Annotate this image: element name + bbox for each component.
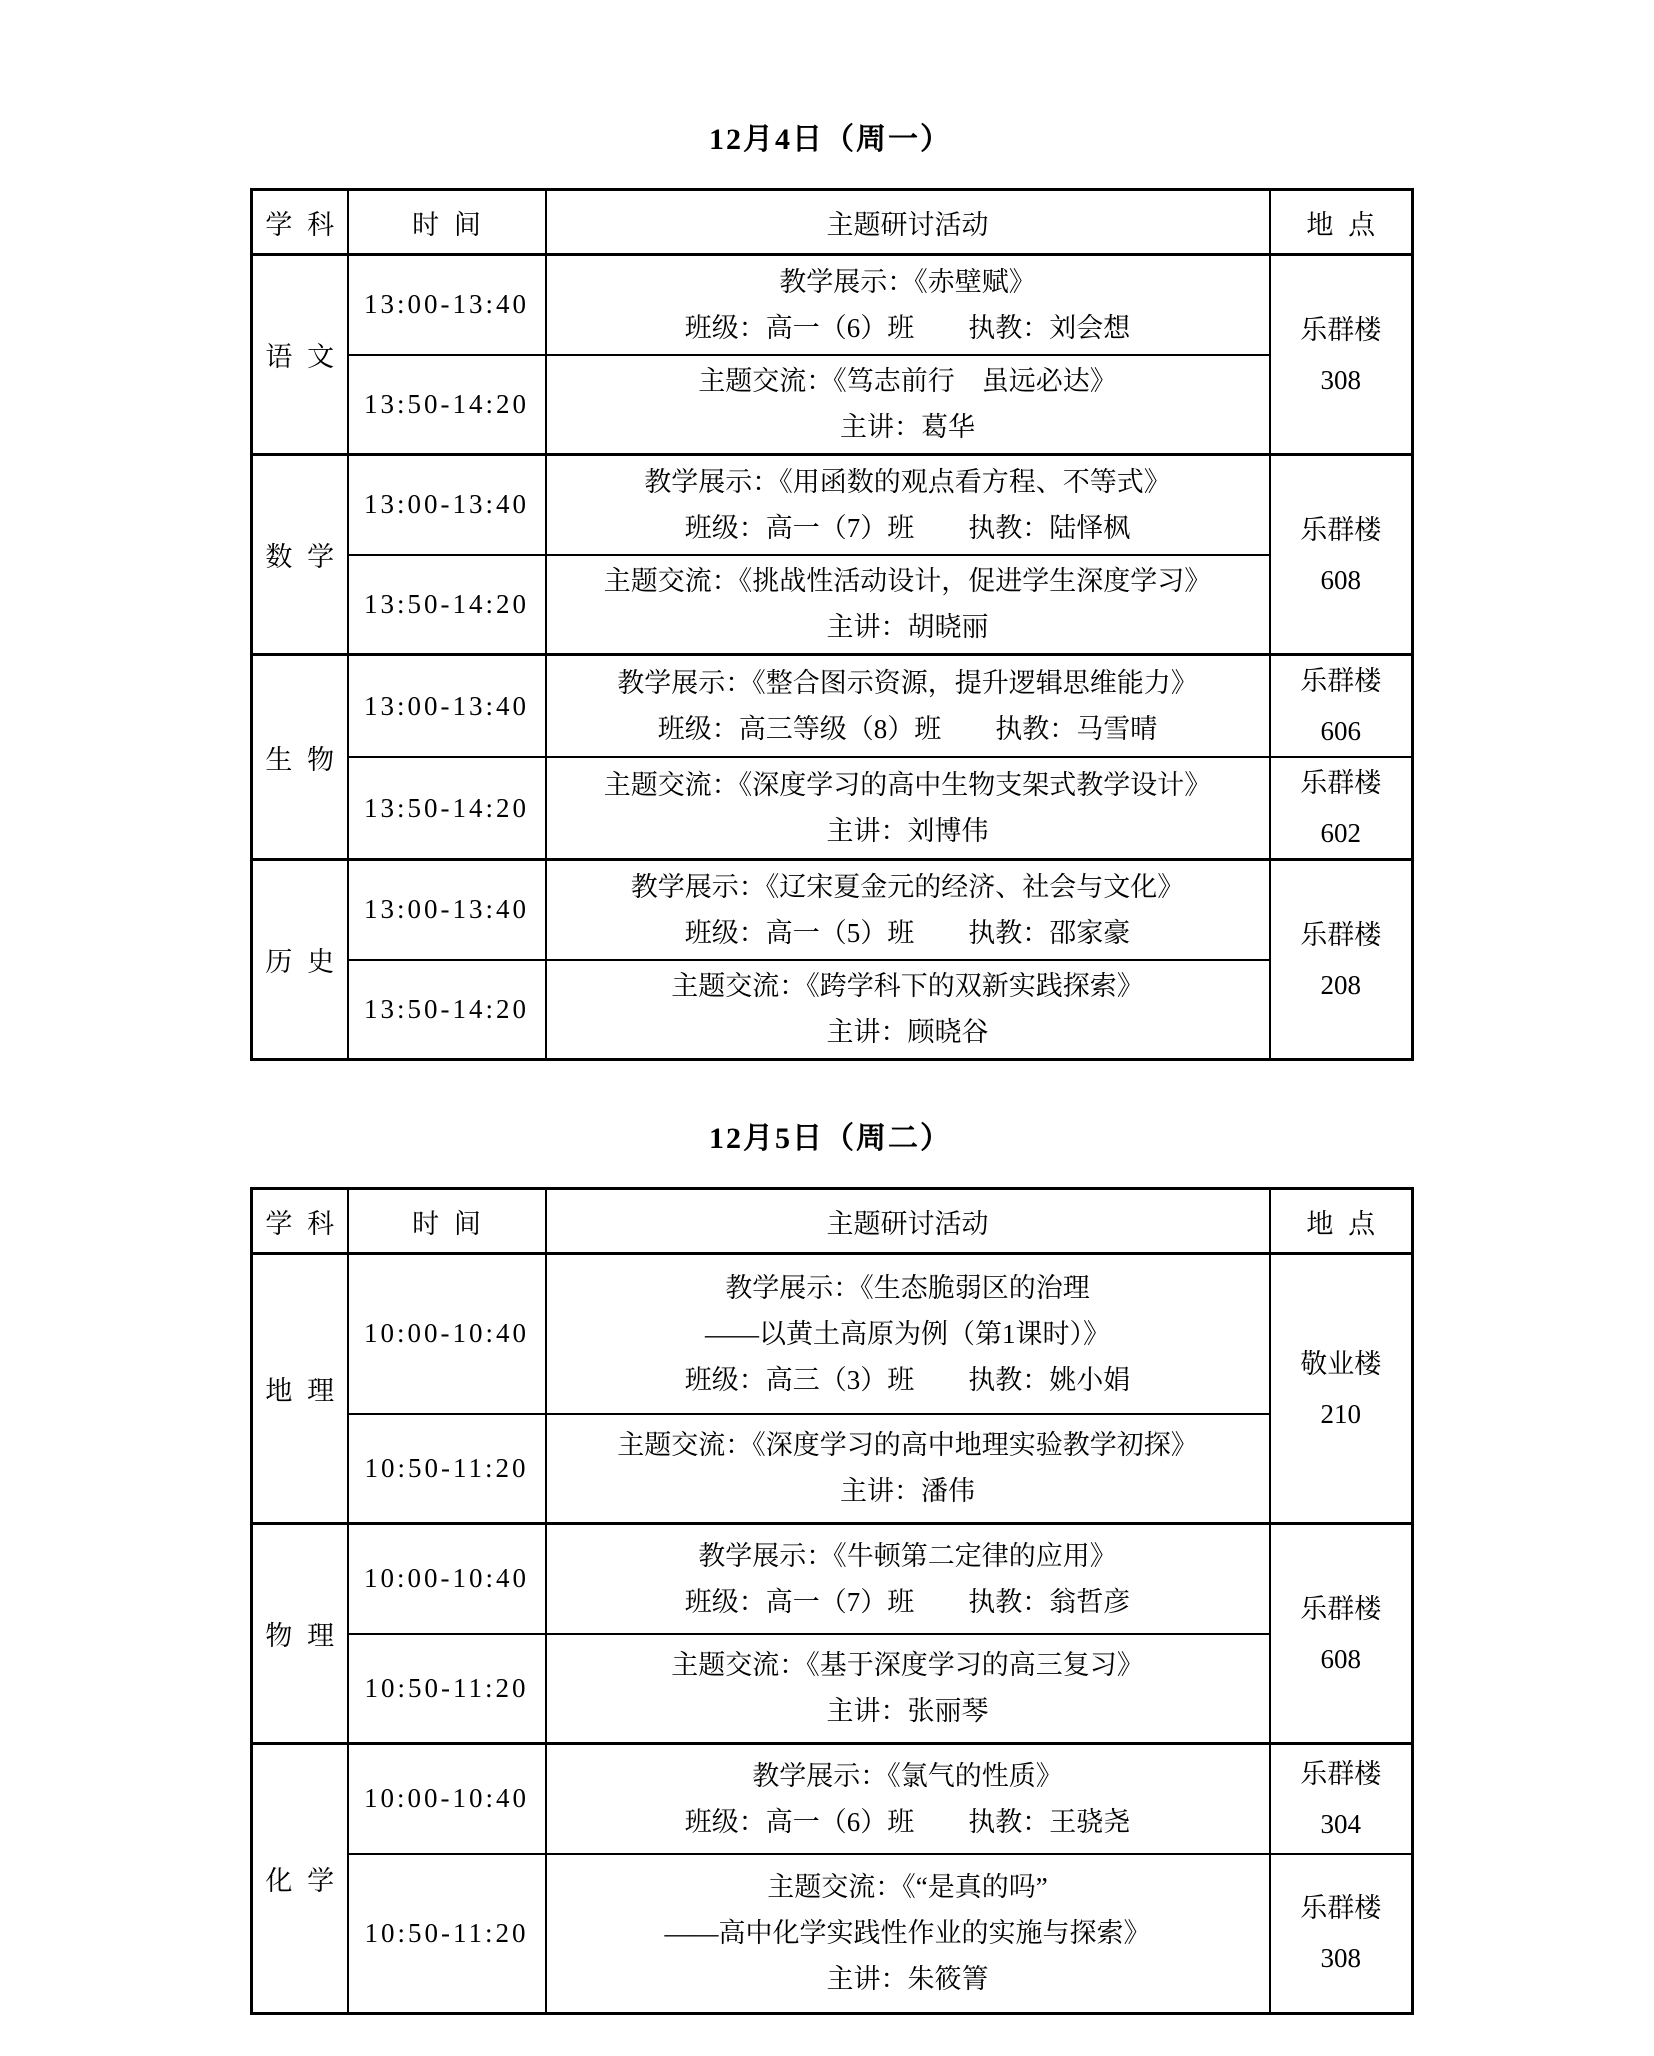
subject-cell xyxy=(252,255,348,455)
activity-line: 教学展示：《赤壁赋》 xyxy=(779,266,1036,297)
schedule-row xyxy=(252,860,1413,960)
location-cell xyxy=(1270,1254,1413,1524)
activity-line: ——高中化学实践性作业的实施与探索》 xyxy=(664,1918,1151,1949)
activity-line: 教学展示：《整合图示资源，提升逻辑思维能力》 xyxy=(617,668,1198,698)
schedule-row xyxy=(252,757,1413,860)
schedule-row xyxy=(252,455,1413,555)
table-title: 12月5日（周二） xyxy=(709,1122,952,1155)
schedule-row xyxy=(252,1744,1413,1854)
activity-line: 班级：高三（3）班 执教：姚小娟 xyxy=(684,1364,1131,1395)
time-cell: 13:50-14:20 xyxy=(348,960,546,1060)
time-header xyxy=(348,1189,546,1254)
schedule-table xyxy=(250,1187,1414,2015)
header-row xyxy=(252,1189,1413,1254)
activity-line: 主题交流：《挑战性活动设计，促进学生深度学习》 xyxy=(603,566,1212,597)
activity-header-label: 主题研讨活动 xyxy=(826,209,989,240)
activity-line: 主讲：张丽琴 xyxy=(826,1696,989,1727)
location-header xyxy=(1270,1189,1413,1254)
header-row xyxy=(252,190,1413,255)
location-line: 乐群楼 xyxy=(1300,1593,1382,1624)
subject-cell xyxy=(252,455,348,655)
location-line: 敬业楼 xyxy=(1300,1348,1382,1379)
location-line: 606 xyxy=(1320,716,1361,746)
activity-cell xyxy=(546,1854,1270,2014)
activity-cell xyxy=(546,1414,1270,1524)
activity-line: 主题交流：《笃志前行 虽远必达》 xyxy=(698,366,1117,397)
activity-line: 主讲：刘博伟 xyxy=(826,816,989,846)
location-line: 210 xyxy=(1320,1398,1361,1429)
time-cell: 13:00-13:40 xyxy=(348,455,546,555)
activity-cell xyxy=(546,455,1270,555)
activity-cell xyxy=(546,355,1270,455)
location-cell xyxy=(1270,860,1413,1060)
subject-label: 物理 xyxy=(265,1621,350,1651)
subject-cell xyxy=(252,1254,348,1524)
activity-line: 班级：高一（7）班 执教：陆怿枫 xyxy=(684,512,1131,543)
subject-header-label: 学科 xyxy=(265,1208,350,1239)
schedule-section xyxy=(0,1117,1654,2015)
activity-cell xyxy=(546,655,1270,758)
activity-line: 主题交流：《深度学习的高中生物支架式教学设计》 xyxy=(603,770,1212,800)
time-header-label: 时间 xyxy=(412,209,496,240)
time-cell: 10:50-11:20 xyxy=(348,1634,546,1744)
location-cell xyxy=(1270,655,1413,758)
time-cell: 13:00-13:40 xyxy=(348,655,546,758)
subject-cell xyxy=(252,1744,348,2014)
activity-cell xyxy=(546,255,1270,355)
location-header-label: 地点 xyxy=(1306,209,1391,240)
activity-line: 班级：高一（7）班 执教：翁哲彦 xyxy=(684,1586,1131,1617)
location-header-label: 地点 xyxy=(1306,1208,1391,1239)
time-cell: 10:50-11:20 xyxy=(348,1414,546,1524)
location-line: 602 xyxy=(1320,818,1361,848)
activity-line: 主讲：胡晓丽 xyxy=(826,612,989,643)
location-line: 乐群楼 xyxy=(1300,314,1382,345)
subject-header xyxy=(252,190,348,255)
subject-cell xyxy=(252,860,348,1060)
table-title: 12月4日（周一） xyxy=(709,123,952,156)
time-header xyxy=(348,190,546,255)
location-line: 308 xyxy=(1320,364,1361,395)
schedule-row xyxy=(252,1634,1413,1744)
time-cell: 13:50-14:20 xyxy=(348,757,546,860)
subject-label: 数学 xyxy=(265,542,350,572)
location-line: 乐群楼 xyxy=(1300,1758,1382,1789)
activity-line: 主题交流：《基于深度学习的高三复习》 xyxy=(671,1650,1144,1681)
location-line: 乐群楼 xyxy=(1300,666,1382,696)
time-cell: 10:00-10:40 xyxy=(348,1254,546,1414)
time-cell: 10:50-11:20 xyxy=(348,1854,546,2014)
subject-label: 生物 xyxy=(265,744,350,775)
activity-line: 教学展示：《用函数的观点看方程、不等式》 xyxy=(644,466,1171,497)
schedule-row xyxy=(252,255,1413,355)
subject-label: 地理 xyxy=(265,1376,350,1406)
schedule-row xyxy=(252,1254,1413,1414)
activity-line: 教学展示：《氯气的性质》 xyxy=(752,1760,1063,1791)
schedule-section xyxy=(0,118,1654,1061)
activity-line: 班级：高三等级（8）班 执教：马雪晴 xyxy=(657,714,1158,744)
activity-line: 主题交流：《“是真的吗” xyxy=(767,1872,1048,1903)
activity-cell xyxy=(546,860,1270,960)
subject-label: 历史 xyxy=(265,947,350,977)
schedule-row xyxy=(252,1414,1413,1524)
location-line: 乐群楼 xyxy=(1300,514,1382,545)
schedule-row xyxy=(252,655,1413,758)
activity-cell xyxy=(546,1744,1270,1854)
schedule-row xyxy=(252,1854,1413,2014)
schedule-table xyxy=(250,188,1414,1061)
subject-label: 语文 xyxy=(265,342,350,372)
activity-cell xyxy=(546,960,1270,1060)
location-line: 608 xyxy=(1320,564,1361,595)
activity-header xyxy=(546,1189,1270,1254)
subject-header-label: 学科 xyxy=(265,209,350,240)
location-line: 308 xyxy=(1320,1943,1361,1974)
activity-line: 班级：高一（6）班 执教：王骁尧 xyxy=(684,1806,1131,1837)
schedule-row xyxy=(252,355,1413,455)
location-cell xyxy=(1270,757,1413,860)
time-cell: 13:50-14:20 xyxy=(348,355,546,455)
schedule-row xyxy=(252,1524,1413,1634)
time-cell: 13:50-14:20 xyxy=(348,555,546,655)
activity-line: 主讲：葛华 xyxy=(840,412,975,443)
activity-line: 主讲：顾晓谷 xyxy=(826,1017,989,1048)
location-cell xyxy=(1270,455,1413,655)
subject-label: 化学 xyxy=(265,1866,350,1896)
activity-header-label: 主题研讨活动 xyxy=(826,1208,989,1239)
location-line: 608 xyxy=(1320,1643,1361,1674)
activity-cell xyxy=(546,757,1270,860)
activity-cell xyxy=(546,1634,1270,1744)
schedule-row xyxy=(252,555,1413,655)
activity-line: 班级：高一（6）班 执教：刘会想 xyxy=(684,312,1131,343)
location-line: 乐群楼 xyxy=(1300,919,1382,950)
time-cell: 13:00-13:40 xyxy=(348,860,546,960)
location-line: 乐群楼 xyxy=(1300,1893,1382,1924)
activity-line: 主讲：潘伟 xyxy=(840,1476,975,1507)
activity-cell xyxy=(546,555,1270,655)
location-header xyxy=(1270,190,1413,255)
location-cell xyxy=(1270,1524,1413,1744)
location-cell xyxy=(1270,255,1413,455)
time-cell: 10:00-10:40 xyxy=(348,1744,546,1854)
time-cell: 13:00-13:40 xyxy=(348,255,546,355)
activity-line: ——以黄土高原为例（第1课时）》 xyxy=(705,1318,1110,1349)
subject-header xyxy=(252,1189,348,1254)
time-cell: 10:00-10:40 xyxy=(348,1524,546,1634)
activity-header xyxy=(546,190,1270,255)
activity-cell xyxy=(546,1254,1270,1414)
subject-cell xyxy=(252,655,348,860)
location-line: 乐群楼 xyxy=(1300,768,1382,798)
activity-line: 班级：高一（5）班 执教：邵家豪 xyxy=(684,917,1131,948)
activity-cell xyxy=(546,1524,1270,1634)
subject-cell xyxy=(252,1524,348,1744)
activity-line: 主题交流：《跨学科下的双新实践探索》 xyxy=(671,971,1144,1002)
activity-line: 教学展示：《生态脆弱区的治理 xyxy=(725,1272,1090,1303)
location-line: 304 xyxy=(1320,1808,1361,1839)
location-line: 208 xyxy=(1320,969,1361,1000)
time-header-label: 时间 xyxy=(412,1208,496,1239)
activity-line: 主题交流：《深度学习的高中地理实验教学初探》 xyxy=(617,1430,1198,1461)
activity-line: 教学展示：《牛顿第二定律的应用》 xyxy=(698,1540,1117,1571)
activity-line: 主讲：朱筱箐 xyxy=(826,1964,989,1995)
schedule-row xyxy=(252,960,1413,1060)
activity-line: 教学展示：《辽宋夏金元的经济、社会与文化》 xyxy=(630,871,1185,902)
location-cell xyxy=(1270,1854,1413,2014)
location-cell xyxy=(1270,1744,1413,1854)
